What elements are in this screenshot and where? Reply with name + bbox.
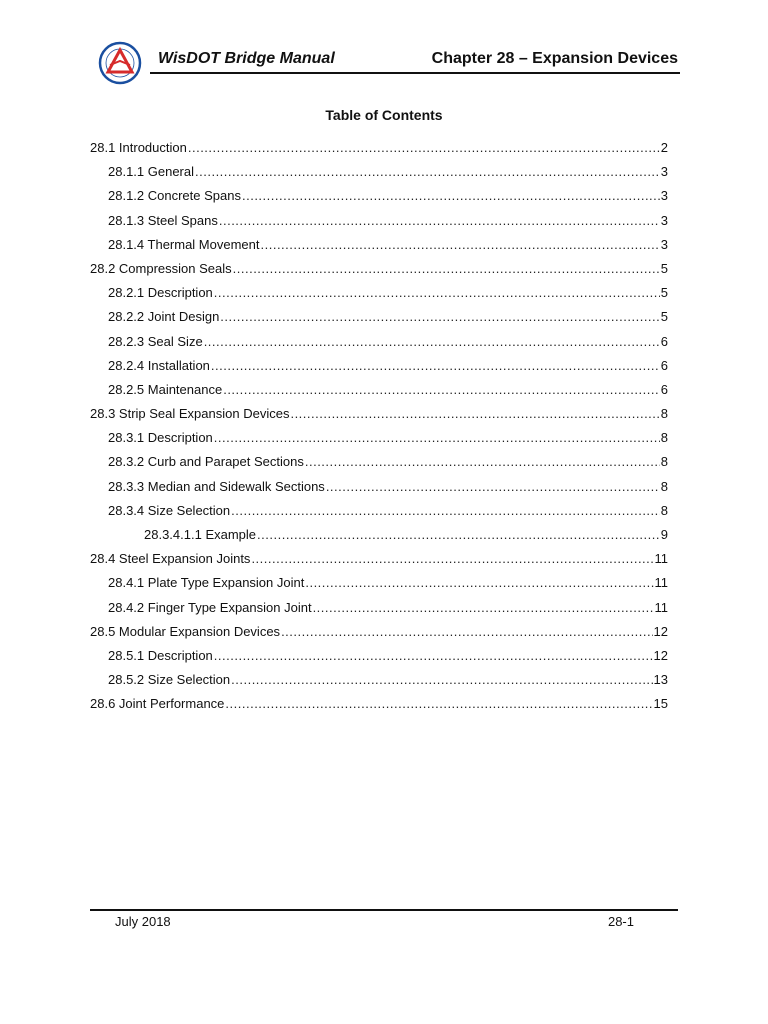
toc-heading: Table of Contents: [325, 107, 443, 123]
toc-dot-leader: [305, 453, 660, 471]
toc-entry-label[interactable]: 28.3.4.1.1 Example: [144, 527, 257, 542]
toc-entry[interactable]: [90, 163, 668, 187]
toc-entry-page[interactable]: 5: [660, 309, 668, 325]
toc-entry[interactable]: [90, 671, 668, 695]
toc-entry[interactable]: [90, 139, 668, 163]
toc-dot-leader: [251, 550, 653, 568]
toc-entry-label[interactable]: 28.5 Modular Expansion Devices: [90, 623, 281, 639]
toc-entry-label[interactable]: 28.2.3 Seal Size: [108, 333, 203, 349]
toc-entry-page[interactable]: 8: [660, 478, 668, 494]
toc-entry-page[interactable]: 3: [660, 188, 668, 204]
toc-entry[interactable]: [90, 550, 668, 574]
toc-entry-page[interactable]: 3: [660, 164, 668, 180]
footer-page-number: 28-1: [607, 914, 634, 929]
toc-entry-label[interactable]: 28.2.4 Installation: [108, 357, 210, 373]
toc-entry-label[interactable]: 28.1.4 Thermal Movement: [108, 236, 260, 252]
toc-dot-leader: [204, 333, 660, 351]
toc-entry-label[interactable]: 28.2.2 Joint Design: [108, 309, 220, 325]
toc-entry[interactable]: [90, 502, 668, 526]
toc-entry-page[interactable]: 15: [653, 696, 668, 712]
toc-entry-label[interactable]: 28.4 Steel Expansion Joints: [90, 551, 251, 567]
toc-entry[interactable]: [90, 357, 668, 381]
toc-entry-label[interactable]: 28.1.3 Steel Spans: [108, 212, 218, 228]
toc-dot-leader: [211, 357, 660, 375]
toc-entry-label[interactable]: 28.4.2 Finger Type Expansion Joint: [108, 599, 312, 615]
toc-dot-leader: [290, 405, 659, 423]
toc-dot-leader: [233, 260, 660, 278]
table-of-contents: [90, 139, 668, 720]
toc-dot-leader: [195, 163, 660, 181]
toc-entry-page[interactable]: 8: [660, 406, 668, 422]
toc-dot-leader: [220, 308, 659, 326]
toc-entry-page[interactable]: 12: [653, 647, 668, 663]
toc-dot-leader: [188, 139, 660, 157]
toc-entry[interactable]: [90, 333, 668, 357]
toc-entry-label[interactable]: 28.6 Joint Performance: [90, 696, 225, 712]
toc-entry-page[interactable]: 11: [654, 599, 668, 615]
chapter-title: Chapter 28 – Expansion Devices: [431, 50, 678, 67]
toc-dot-leader: [231, 671, 652, 689]
toc-entry-page[interactable]: 8: [660, 454, 668, 470]
toc-dot-leader: [219, 212, 660, 230]
toc-entry[interactable]: [90, 260, 668, 284]
toc-entry-page[interactable]: 6: [660, 381, 668, 397]
toc-entry-label[interactable]: 28.5.2 Size Selection: [108, 672, 231, 688]
toc-entry-page[interactable]: 9: [660, 527, 668, 542]
toc-entry-label[interactable]: 28.2 Compression Seals: [90, 260, 232, 276]
toc-entry[interactable]: [90, 236, 668, 260]
toc-entry[interactable]: [90, 453, 668, 477]
toc-dot-leader: [214, 429, 660, 447]
toc-entry-label[interactable]: 28.3.4 Size Selection: [108, 502, 231, 518]
toc-dot-leader: [223, 381, 660, 399]
toc-entry-label[interactable]: 28.2.5 Maintenance: [108, 381, 223, 397]
toc-entry-label[interactable]: 28.3.1 Description: [108, 430, 213, 446]
toc-entry-label[interactable]: 28.1.2 Concrete Spans: [108, 188, 241, 204]
toc-entry-page[interactable]: 11: [654, 551, 668, 567]
toc-entry-page[interactable]: 6: [660, 333, 668, 349]
toc-entry-page[interactable]: 8: [660, 502, 668, 518]
toc-entry[interactable]: [90, 429, 668, 453]
toc-dot-leader: [214, 284, 660, 302]
toc-entry-page[interactable]: 12: [653, 623, 668, 639]
toc-entry[interactable]: [90, 478, 668, 502]
toc-dot-leader: [305, 574, 653, 592]
toc-dot-leader: [214, 647, 653, 665]
toc-entry-page[interactable]: 5: [660, 285, 668, 301]
toc-entry-label[interactable]: 28.5.1 Description: [108, 647, 213, 663]
toc-entry-page[interactable]: 8: [660, 430, 668, 446]
page-header: [150, 50, 680, 74]
toc-entry-label[interactable]: 28.1.1 General: [108, 164, 195, 180]
toc-entry-page[interactable]: 3: [660, 236, 668, 252]
footer-date: July 2018: [115, 914, 171, 929]
toc-entry-label[interactable]: 28.3.2 Curb and Parapet Sections: [108, 454, 304, 470]
toc-entry[interactable]: [90, 381, 668, 405]
toc-entry-page[interactable]: 2: [660, 140, 668, 155]
wisdot-logo-icon: [98, 41, 142, 85]
toc-entry[interactable]: [90, 599, 668, 623]
toc-entry-label[interactable]: 28.3.3 Median and Sidewalk Sections: [108, 478, 325, 494]
toc-entry-page[interactable]: 13: [653, 672, 668, 688]
toc-entry-page[interactable]: 11: [654, 575, 668, 591]
toc-entry-page[interactable]: 3: [660, 212, 668, 228]
toc-entry[interactable]: [90, 187, 668, 211]
toc-entry-label[interactable]: 28.3 Strip Seal Expansion Devices: [90, 406, 290, 422]
toc-dot-leader: [225, 695, 652, 713]
toc-dot-leader: [281, 623, 652, 641]
manual-title: WisDOT Bridge Manual: [158, 50, 335, 67]
toc-entry-label[interactable]: 28.2.1 Description: [108, 285, 213, 301]
page-footer: [90, 909, 678, 929]
toc-dot-leader: [313, 599, 654, 617]
toc-entry[interactable]: [90, 405, 668, 429]
toc-entry[interactable]: [90, 647, 668, 671]
toc-dot-leader: [257, 526, 660, 544]
toc-entry[interactable]: [90, 212, 668, 236]
toc-entry[interactable]: [90, 695, 668, 719]
toc-entry[interactable]: [90, 284, 668, 308]
toc-entry[interactable]: [90, 623, 668, 647]
toc-dot-leader: [231, 502, 660, 520]
toc-entry-page[interactable]: 5: [660, 260, 668, 276]
toc-entry[interactable]: [90, 308, 668, 332]
toc-entry[interactable]: [90, 574, 668, 598]
toc-dot-leader: [261, 236, 660, 254]
toc-dot-leader: [326, 478, 660, 496]
toc-entry[interactable]: [90, 526, 668, 550]
toc-entry-page[interactable]: 6: [660, 357, 668, 373]
toc-dot-leader: [242, 187, 660, 205]
toc-entry-label[interactable]: 28.1 Introduction: [90, 140, 187, 155]
toc-entry-label[interactable]: 28.4.1 Plate Type Expansion Joint: [108, 575, 305, 591]
